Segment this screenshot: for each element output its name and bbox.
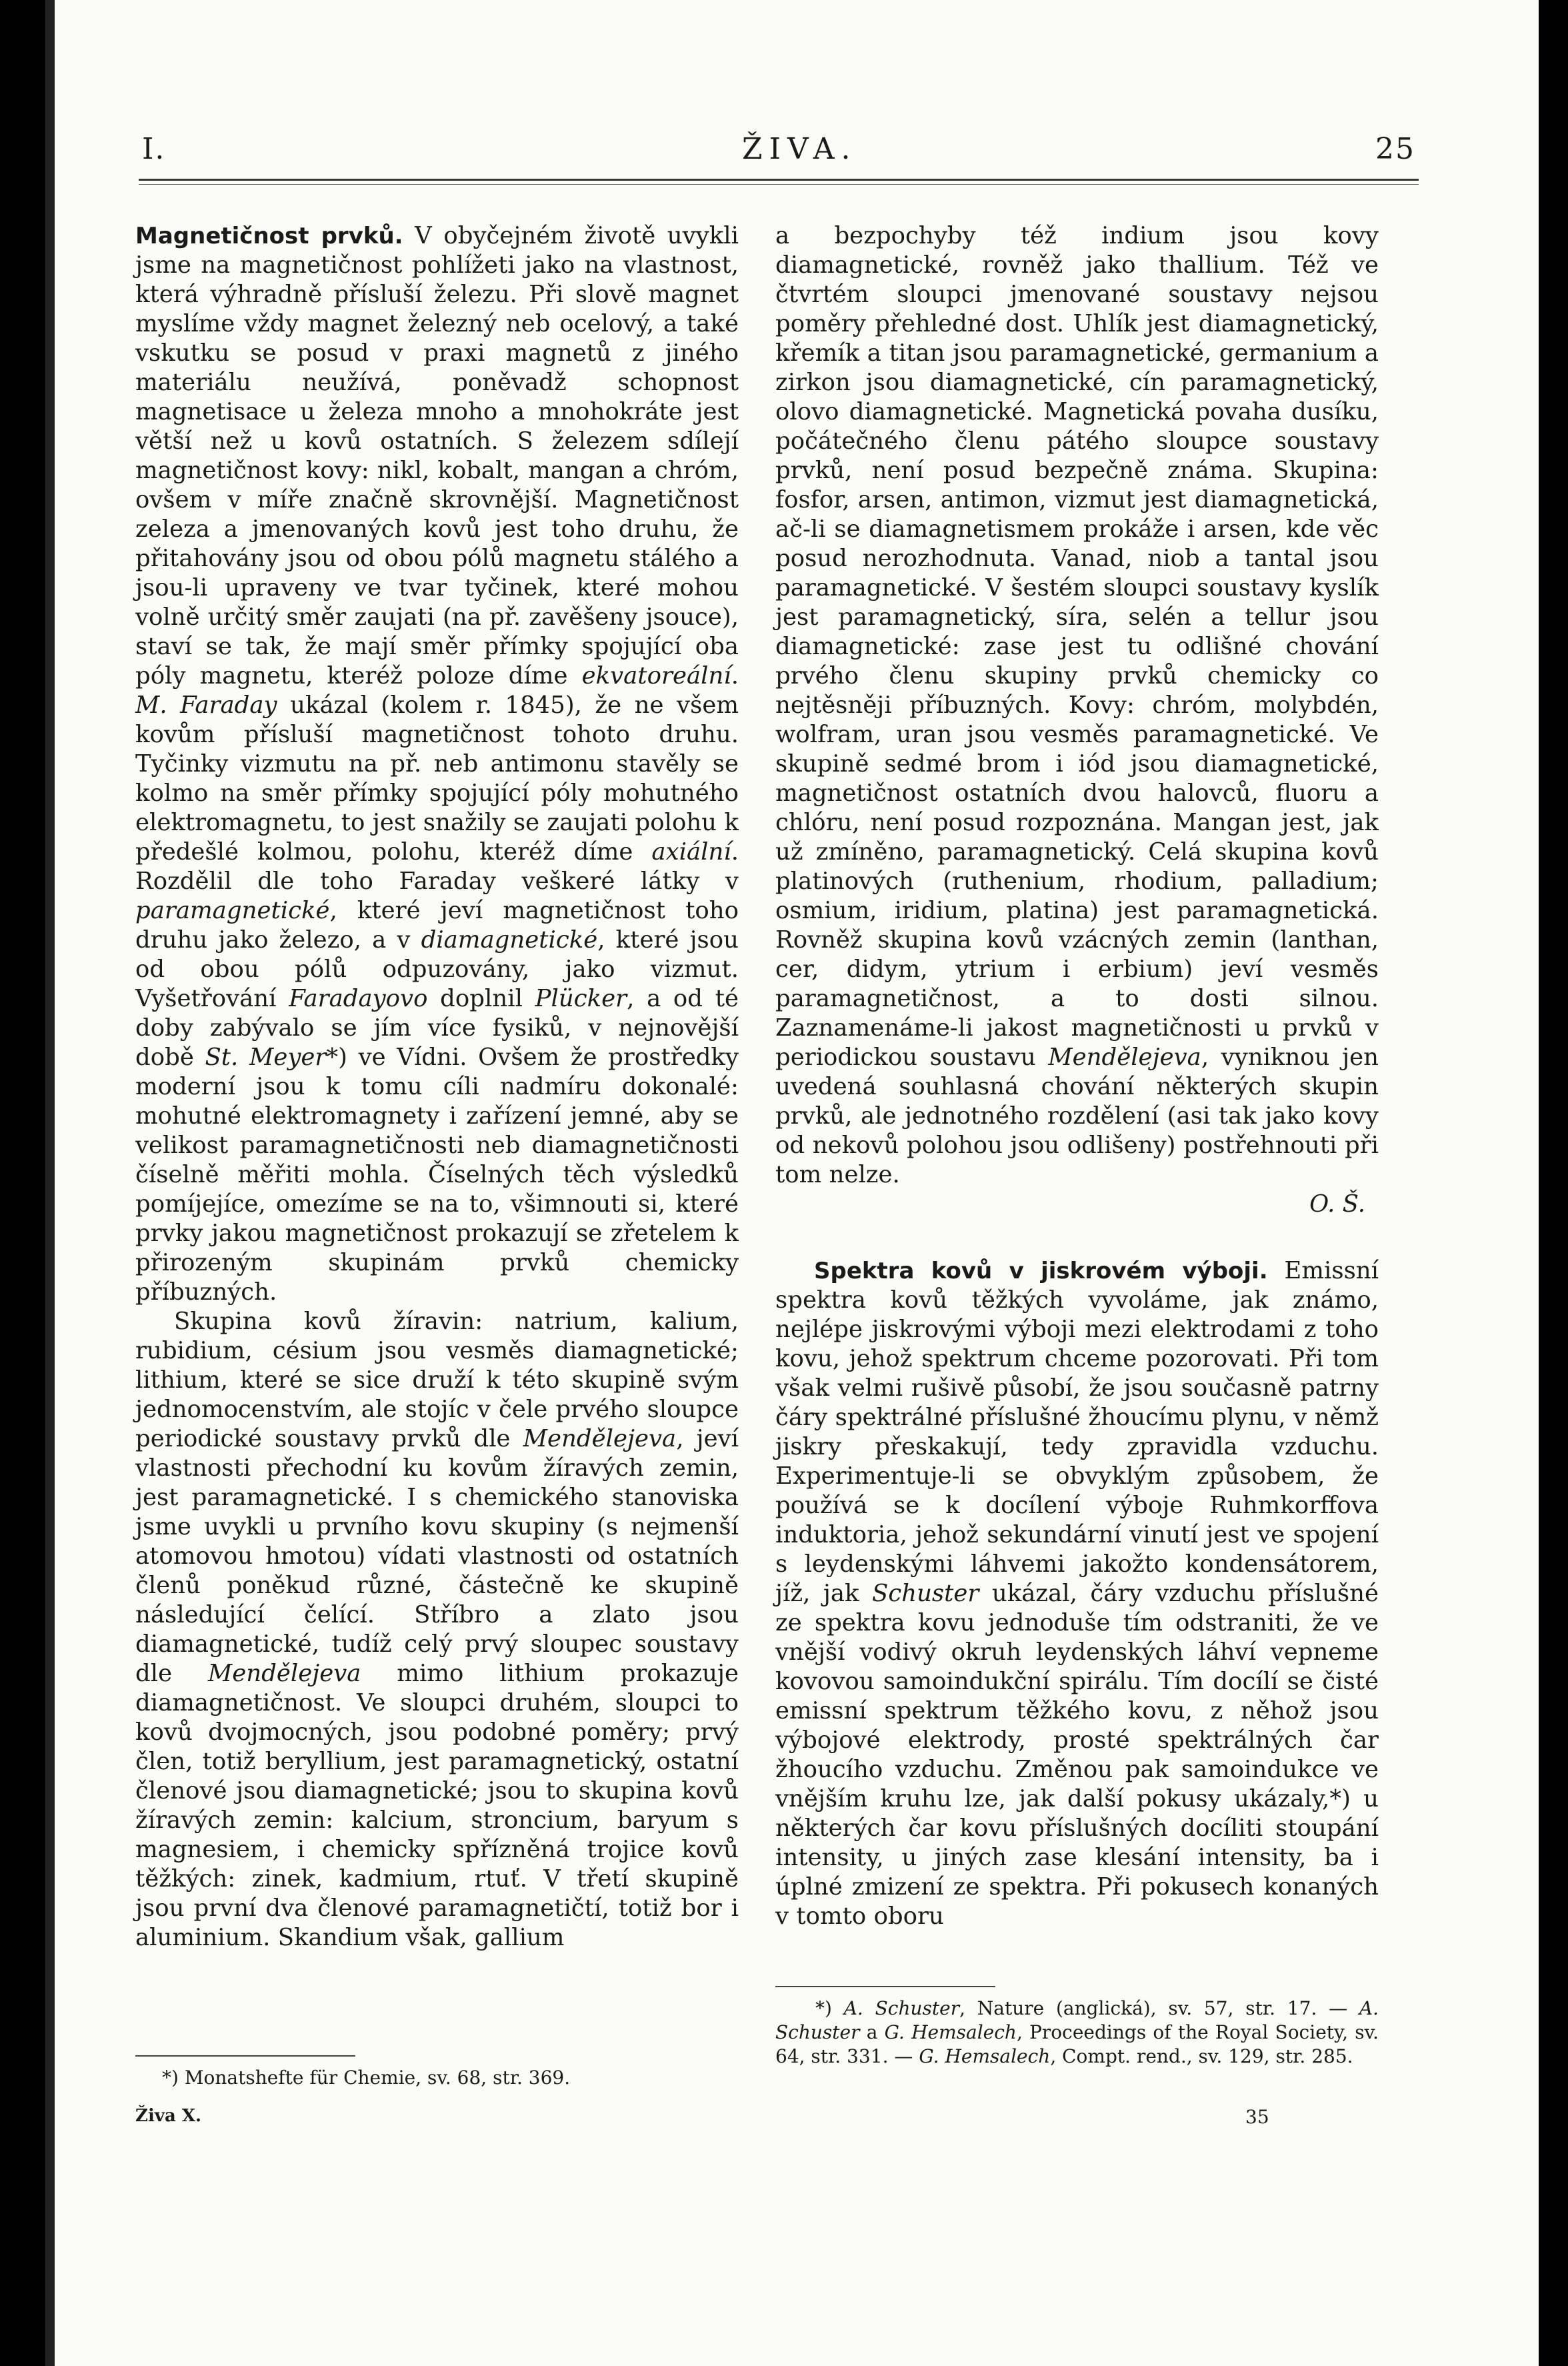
journal-title: ŽIVA. — [742, 132, 857, 166]
page — [45, 0, 1539, 2366]
footnote-rule — [135, 2055, 355, 2057]
page-number: 25 — [1375, 132, 1415, 166]
article-title: Magnetičnost prvků. — [135, 223, 403, 249]
article-title: Spektra kovů v jiskrovém výboji. — [814, 1258, 1268, 1284]
footnote-left: *) Monatshefte für Chemie, sv. 68, str. 369. — [162, 2067, 571, 2089]
author-signature: O. Š. — [1309, 1190, 1365, 1218]
article-gap — [775, 1219, 1379, 1256]
footnote-rule — [775, 1986, 995, 1987]
article-spectra-para1: Spektra kovů v jiskrovém výboji. Emissní spektra kovů těžkých vyvoláme, jak známo, nejlépe jiskrovými výboji mezi elektrodami z toho kovu, jehož spektrum chceme pozorovati. Při tom však velmi rušivě působí, že jsou současně patrny čáry spektrálné příslušné žhoucímu plynu, v němž jiskry přeskakují, tedy zpravidla vzduchu. Experimentuje-li se obvyklým způsobem, že používá se k docílení výboje Ruhmkorffova induktoria, jehož sekundární vinutí jest ve spojení s leydenskými láhvemi jakožto kondensátorem, jíž, jak Schuster ukázal, čáry vzduchu příslušné ze spektra kovu jednoduše tím odstraniti, že ve vnější vodivý okruh leydenských láhví vepneme kovovou samoindukční spirálu. Tím docílí se čisté emissní spektrum těžkého kovu, z něhož jsou výbojové elektrody, prosté spektrálných čar žhoucího vzduchu. Změnou pak samoindukce ve vnějším kruhu lze, jak další pokusy ukázaly,*) u některých čar kovu příslušných docíliti stoupání intensity, u jiných zase klesání intensity, ba i úplné zmizení ze spektra. Při pokusech konaných v tomto oboru — [775, 1257, 1379, 1930]
volume-number: I. — [142, 132, 166, 166]
article-magnetism-para2: Skupina kovů žíravin: natrium, kalium, rubidium, césium jsou vesměs diamagnetické; lithium, které se sice druží k této skupině svým jednomocenstvím, ale stojíc v čele prvého sloupce periodické soustavy prvků dle Mendělejeva, jeví vlastnosti přechodní ku kovům žíravých zemin, jest paramagnetické. I s chemického stanoviska jsme uvykli u prvního kovu skupiny (s nejmenší atomovou hmotou) vídati vlastnosti od ostatních členů poněkud různé, částečně ke skupině následující čelící. Stříbro a zlato jsou diamagnetické, tudíž celý prvý sloupec soustavy dle Mendělejeva mimo lithium prokazuje diamagnetičnost. Ve sloupci druhém, sloupci to kovů dvojmocných, jsou podobné poměry; prvý člen, totiž beryllium, jest paramagnetický, ostatní členové jsou diamagnetické; jsou to skupina kovů žíravých zemin: kalcium, stroncium, baryum s magnesiem, i chemicky spřízněná trojice kovů těžkých: zinek, kadmium, rtuť. V třetí skupině jsou první dva členové paramagnetičtí, totiž bor i aluminium. Skandium však, gallium — [135, 1308, 739, 1951]
header-rule-thin — [139, 184, 1419, 185]
sheet-number: 35 — [1245, 2106, 1269, 2128]
scan-edge — [45, 0, 55, 2366]
footnote-right: *) A. Schuster, Nature (anglická), sv. 57, str. 17. — A. Schuster a G. Hemsalech, Proceedings of the Royal Society, sv. 64, str. 331. — G. Hemsalech, Compt. rend., sv. 129, str. 285. — [775, 1997, 1379, 2067]
header-rule — [139, 179, 1419, 181]
article-magnetism-para3: a bezpochyby též indium jsou kovy diamagnetické, rovněž jako thallium. Též ve čtvrtém sloupci jmenované soustavy nejsou poměry přehledné dost. Uhlík jest diamagnetický, křemík a titan jsou paramagnetické, germanium a zirkon jsou diamagnetické, cín paramagnetický, olovo diamagnetické. Magnetická povaha dusíku, počátečného členu pátého sloupce soustavy prvků, není posud bezpečně známa. Skupina: fosfor, arsen, antimon, vizmut jest diamagnetická, ač-li se diamagnetismem prokáže i arsen, kde věc posud nerozhodnuta. Vanad, niob a tantal jsou paramagnetické. V šestém sloupci soustavy kyslík jest paramagnetický, síra, selén a tellur jsou diamagnetické: zase jest tu odlišné chování prvého členu skupiny prvků chemicky co nejtěsněji příbuzných. Kovy: chróm, molybdén, wolfram, uran jsou vesměs paramagnetické. Ve skupině sedmé brom i iód jsou diamagnetické, magnetičnost ostatních dvou halovců, fluoru a chlóru, není posud rozpoznána. Mangan jest, jak už zmíněno, paramagnetický. Celá skupina kovů platinových (ruthenium, rhodium, palladium; osmium, iridium, platina) jest paramagnetická. Rovněž skupina kovů vzácných zemin (lanthan, cer, didym, ytrium i erbium) jeví vesměs paramagnetičnost, a to dosti silnou. Zaznamenáme-li jakost magnetičnosti u prvků v periodickou soustavu Mendělejeva, vyniknou jen uvedená souhlasná chování některých skupin prvků, ale jednotného rozdělení (asi tak jako kovy od nekovů polohou jsou odlišeny) postřehnouti při tom nelze. — [775, 222, 1379, 1188]
left-column — [135, 221, 739, 1953]
right-column — [775, 221, 1379, 1931]
signature-mark: Živa X. — [135, 2106, 202, 2126]
running-header — [142, 132, 1415, 179]
article-magnetism-para1: Magnetičnost prvků. V obyčejném životě uvykli jsme na magnetičnost pohlížeti jako na vlastnost, která výhradně přísluší železu. Při slově magnet myslíme vždy magnet železný neb ocelový, a také vskutku se posud v praxi magnetů z jiného materiálu neužívá, poněvadž schopnost magnetisace u železa mnoho a mnohokráte jest větší než u kovů ostatních. S železem sdílejí magnetičnost kovy: nikl, kobalt, mangan a chróm, ovšem v míře značně skrovnější. Magnetičnost zeleza a jmenovaných kovů jest toho druhu, že přitahovány jsou od obou pólů magnetu stálého a jsou-li upraveny ve tvar tyčinek, které mohou volně určitý směr zaujati (na př. zavěšeny jsouce), staví se tak, že mají směr přímky spojující oba póly magnetu, kteréž poloze díme ekvatoreální. M. Faraday ukázal (kolem r. 1845), že ne všem kovům přísluší magnetičnost tohoto druhu. Tyčinky vizmutu na př. neb antimonu stavěly se kolmo na směr přímky spojující póly mohutného elektromagnetu, to jest snažily se zaujati polohu k předešlé kolmou, polohu, kteréž díme axiální. Rozdělil dle toho Faraday veškeré látky v paramagnetické, které jeví magnetičnost toho druhu jako železo, a v diamagnetické, které jsou od obou pólů odpuzovány, jako vizmut. Vyšetřování Faradayovo doplnil Plücker, a od té doby zabývalo se jím více fysiků, v nejnovější době St. Meyer*) ve Vídni. Ovšem že prostředky moderní jsou k tomu cíli nadmíru dokonalé: mohutné elektromagnety i zařízení jemné, aby se velikost paramagnetičnosti neb diamagnetičnosti číselně měřiti mohla. Číselných těch výsledků pomíjejíce, omezíme se na to, všimnouti si, které prvky jakou magnetičnost prokazují se zřetelem k přirozeným skupinám prvků chemicky příbuzných. — [135, 222, 739, 1306]
